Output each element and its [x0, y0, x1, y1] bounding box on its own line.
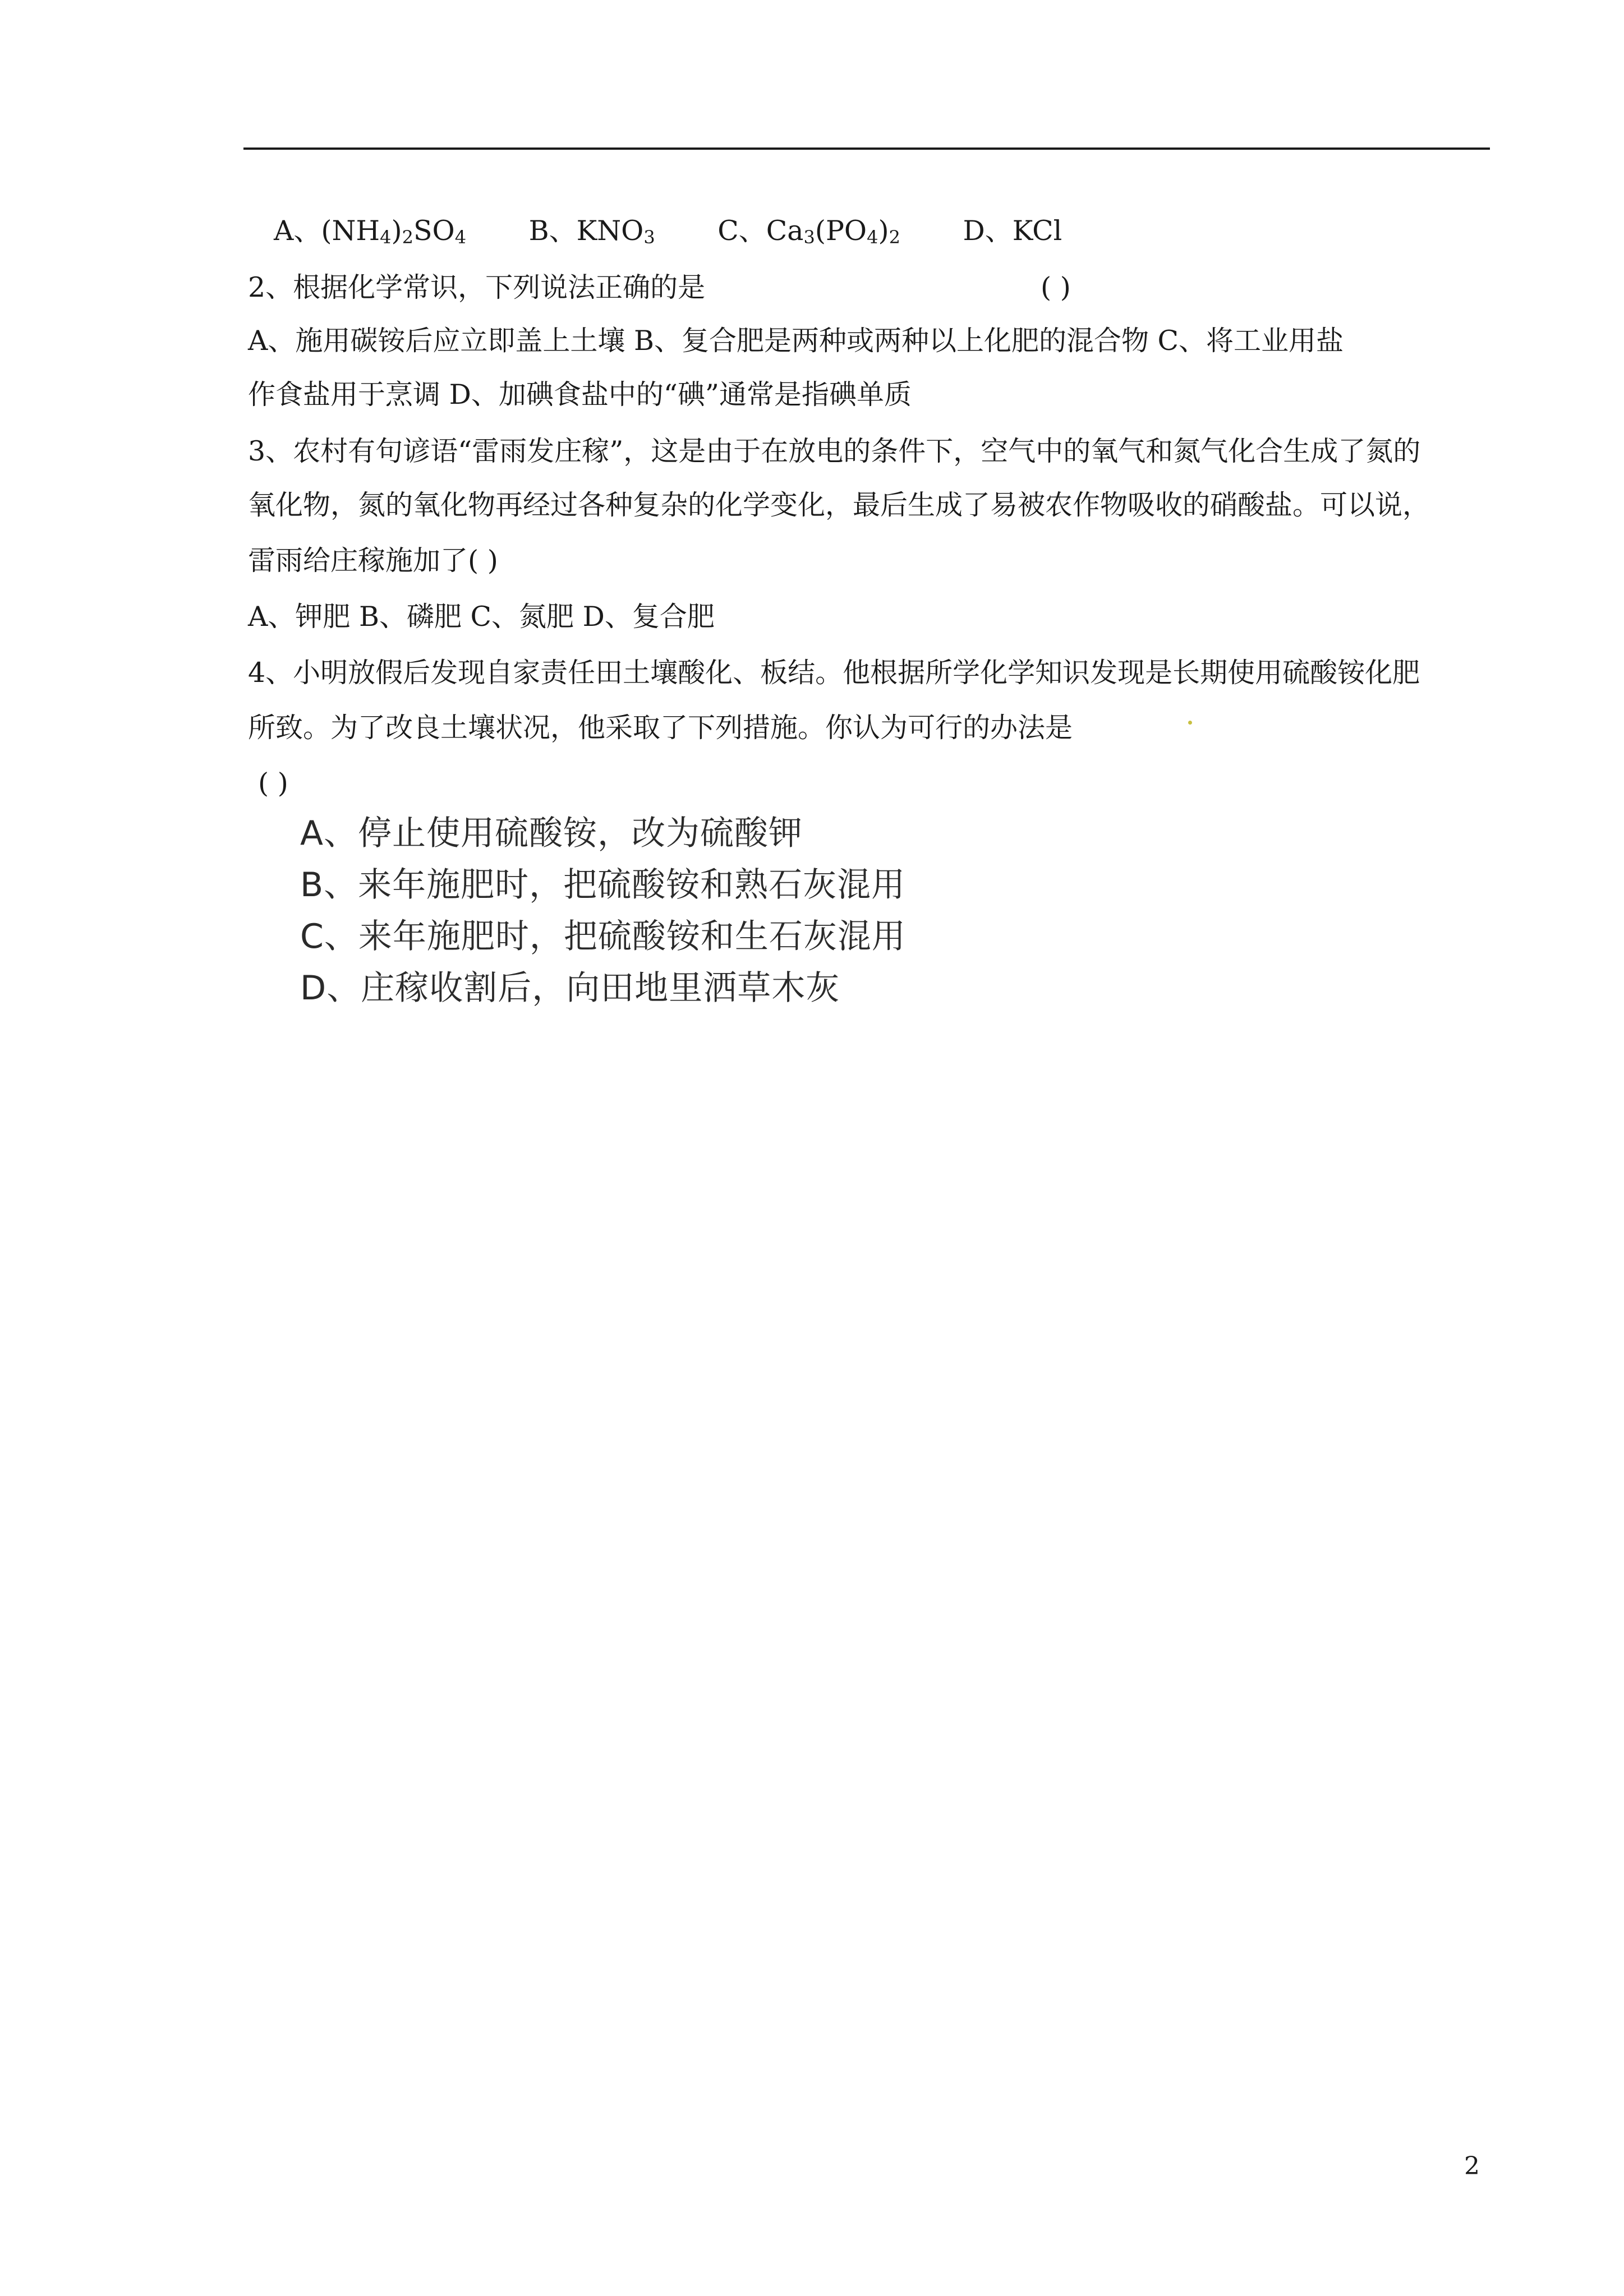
- stray-dot: [1188, 721, 1192, 725]
- q3-line-3: 雷雨给庄稼施加了( ): [248, 545, 498, 577]
- page-number: 2: [1464, 2152, 1480, 2180]
- q2-stem-text: 2、根据化学常识，下列说法正确的是: [248, 271, 706, 303]
- q2-stem: [248, 271, 705, 305]
- q3-options: A、钾肥 B、磷肥 C、氮肥 D、复合肥: [248, 601, 715, 633]
- q1-option-c: C、$Ca_3(PO_4)_2$: [717, 215, 900, 248]
- header-rule: [243, 147, 1490, 150]
- q1-options-line: [274, 214, 1062, 248]
- q4-option-b: B、来年施肥时，把硫酸铵和熟石灰混用: [300, 865, 906, 905]
- q3-line-1: 3、农村有句谚语“雷雨发庄稼”，这是由于在放电的条件下，空气中的氧气和氮气化合生成了氮的: [248, 435, 1421, 467]
- q4-option-d: D、庄稼收割后，向田地里洒草木灰: [300, 969, 840, 1008]
- q4-option-c: C、来年施肥时，把硫酸铵和生石灰混用: [300, 917, 906, 956]
- q4-answer-paren: ( ): [258, 767, 288, 799]
- q4-option-a: A、停止使用硫酸铵，改为硫酸钾: [300, 814, 803, 853]
- q1-option-b: B、$KNO_3$: [528, 215, 655, 248]
- q2-answer-paren: ( ): [1041, 271, 1071, 303]
- q2-line-2: A、施用碳铵后应立即盖上土壤 B、复合肥是两种或两种以上化肥的混合物 C、将工业用盐: [248, 325, 1344, 357]
- q3-line-2: 氧化物，氮的氧化物再经过各种复杂的化学变化，最后生成了易被农作物吸收的硝酸盐。可以说，: [248, 489, 1430, 521]
- q4-line-2: 所致。为了改良土壤状况，他采取了下列措施。你认为可行的办法是: [248, 712, 1073, 744]
- q1-option-d: D、KCl: [963, 215, 1062, 247]
- q1-option-a: A、$(NH_4)_2SO_4$: [274, 215, 467, 248]
- q4-options-image: [300, 808, 973, 1014]
- q2-line-3: 作食盐用于烹调 D、加碘食盐中的“碘”通常是指碘单质: [248, 379, 912, 411]
- q4-line-1: 4、小明放假后发现自家责任田土壤酸化、板结。他根据所学化学知识发现是长期使用硫酸铵化肥: [248, 657, 1420, 689]
